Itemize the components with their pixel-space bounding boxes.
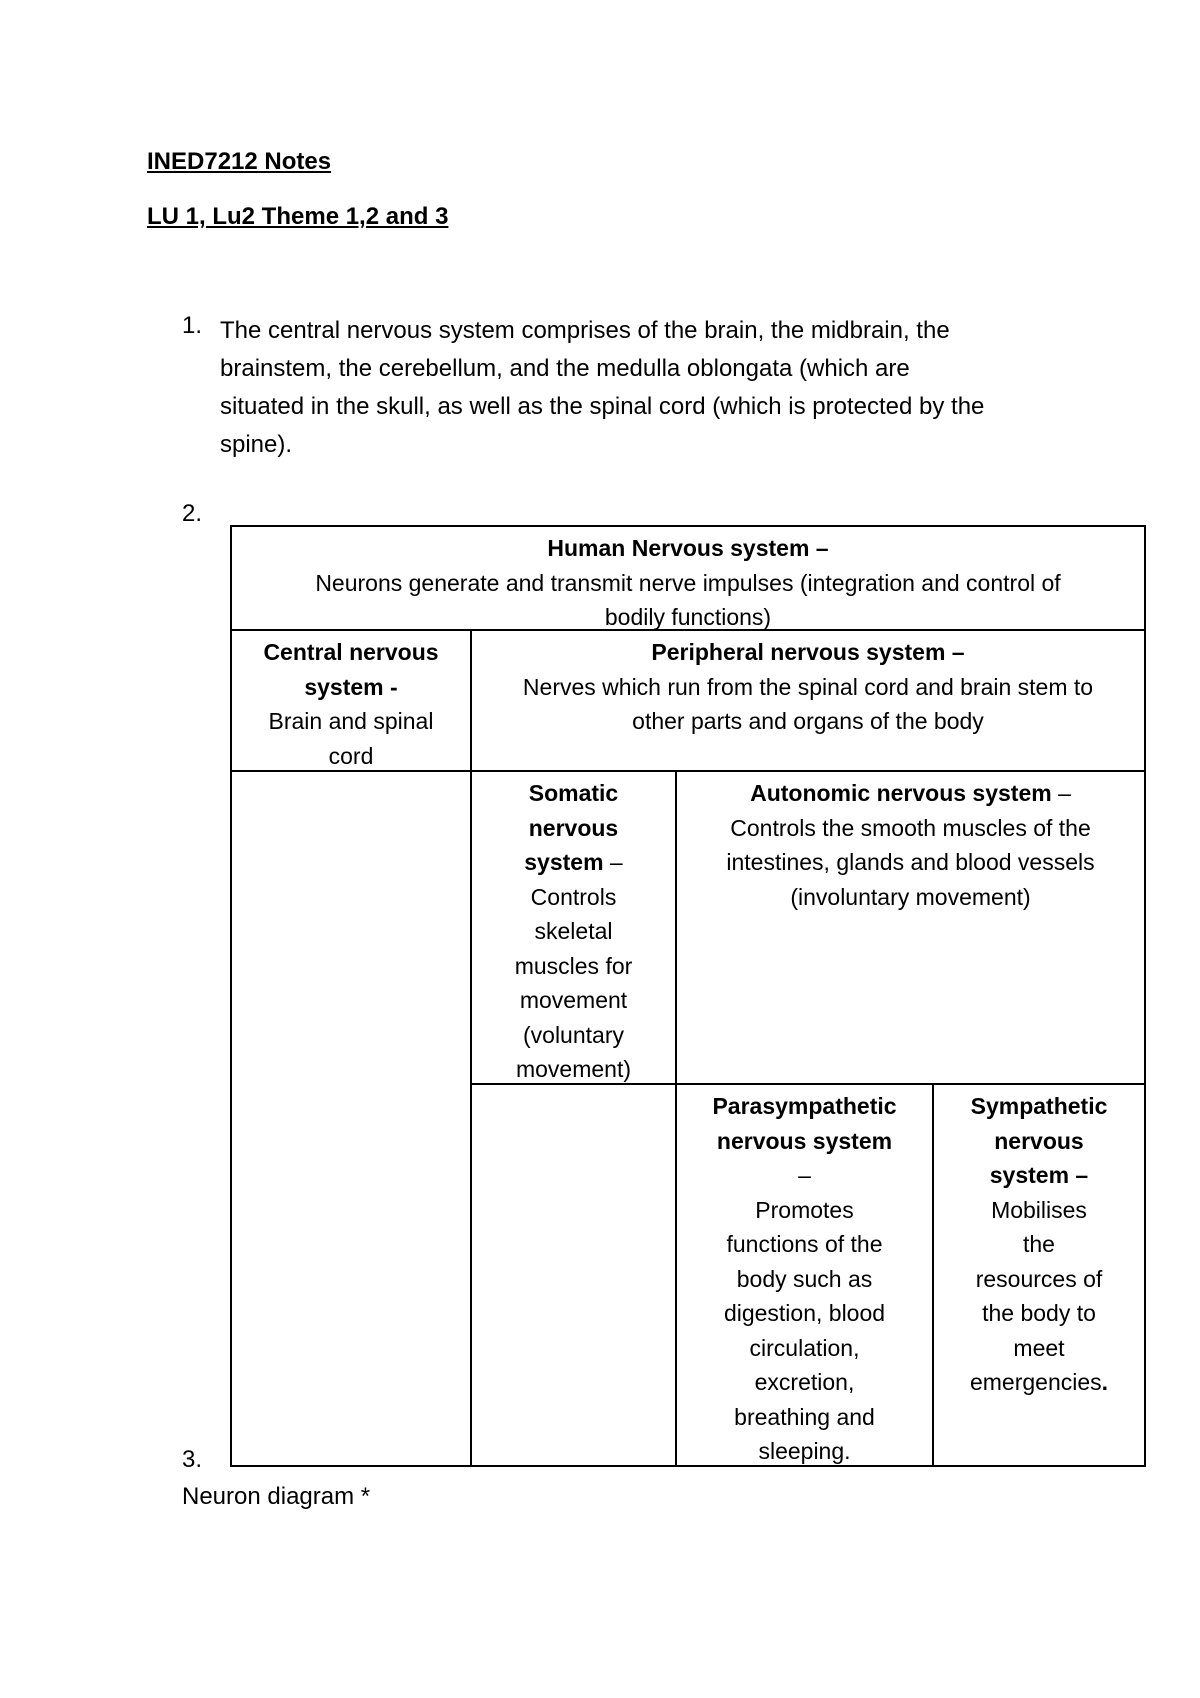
- list-number-2: 2.: [182, 500, 203, 527]
- cell-heading: Peripheral nervous system –: [651, 639, 965, 665]
- list-item-1-line: spine).: [220, 431, 293, 458]
- cell-text: Neurons generate and transmit nerve impulses (integration and control of: [315, 569, 1061, 596]
- cell-text: intestines, glands and blood vessels: [726, 849, 1095, 875]
- cell-text: sleeping.: [758, 1438, 851, 1464]
- cell-text: meet: [1013, 1334, 1065, 1361]
- list-item-1-text: [220, 312, 1100, 464]
- cell-text: digestion, blood: [723, 1300, 886, 1326]
- cell-dash: –: [1051, 780, 1071, 806]
- cell-text: emergencies: [969, 1369, 1102, 1395]
- cell-heading: system –: [989, 1162, 1089, 1188]
- page-title: INED7212 Notes: [147, 148, 332, 175]
- cell-text: other parts and organs of the body: [632, 708, 984, 734]
- cell-heading: system -: [304, 673, 398, 700]
- list-item-1-line: situated in the skull, as well as the spinal cord (which is protected by the: [220, 393, 985, 420]
- cell-heading: Sympathetic: [970, 1093, 1108, 1119]
- cell-text: (involuntary movement): [790, 883, 1031, 910]
- cell-text: cord: [328, 742, 374, 769]
- cell-heading: Somatic: [528, 780, 619, 806]
- cell-dash: –: [603, 849, 623, 875]
- cell-text: movement): [515, 1056, 632, 1082]
- list-item-1-line: The central nervous system comprises of the brain, the midbrain, the: [220, 317, 950, 344]
- cell-text: Brain and spinal: [268, 708, 434, 734]
- cell-heading: nervous: [994, 1127, 1084, 1154]
- cell-dash: –: [798, 1162, 811, 1188]
- cell-text: Mobilises: [991, 1196, 1087, 1223]
- list-number-3: 3.: [182, 1446, 203, 1473]
- cell-heading: nervous system: [716, 1127, 893, 1154]
- page-subtitle: LU 1, Lu2 Theme 1,2 and 3: [147, 203, 449, 230]
- cell-text: movement: [519, 987, 628, 1013]
- cell-text: the: [1023, 1231, 1055, 1257]
- cell-heading: Human Nervous system –: [547, 535, 829, 561]
- cell-text: circulation,: [749, 1334, 860, 1361]
- cell-heading: system: [524, 849, 604, 875]
- cell-text: resources of: [975, 1265, 1103, 1292]
- cell-text: the body to: [982, 1300, 1096, 1326]
- list-number-1: 1.: [182, 312, 203, 339]
- cell-peripheral-nervous-system: [472, 631, 1144, 770]
- cell-text: Controls: [530, 883, 617, 910]
- cell-heading: Central nervous: [263, 639, 439, 665]
- list-item-1-line: brainstem, the cerebellum, and the medulla oblongata (which are: [220, 355, 910, 382]
- neuron-diagram-label: Neuron diagram *: [182, 1483, 371, 1510]
- cell-autonomic-nervous-system: [677, 772, 1144, 1083]
- cell-text: excretion,: [754, 1369, 855, 1395]
- cell-parasympathetic-nervous-system: [677, 1085, 932, 1465]
- cell-empty: [472, 1085, 675, 1465]
- cell-heading: Autonomic nervous system: [750, 780, 1052, 806]
- cell-period: .: [1101, 1369, 1109, 1395]
- cell-text: skeletal: [534, 918, 613, 944]
- cell-text: body such as: [736, 1265, 873, 1292]
- cell-text: (voluntary: [523, 1021, 624, 1048]
- cell-heading: Parasympathetic: [712, 1093, 897, 1119]
- cell-text: breathing and: [734, 1403, 875, 1430]
- table-border-right: [1144, 525, 1146, 1467]
- cell-heading: nervous: [528, 814, 619, 841]
- cell-somatic-nervous-system: [472, 772, 675, 1083]
- cell-sympathetic-nervous-system: [934, 1085, 1144, 1465]
- nervous-system-table: [230, 525, 1146, 1467]
- cell-central-nervous-system: [232, 631, 470, 770]
- cell-text: Nerves which run from the spinal cord and brain stem to: [522, 673, 1094, 700]
- cell-text: Controls the smooth muscles of the: [730, 814, 1091, 841]
- cell-text: bodily functions): [604, 604, 772, 630]
- cell-human-nervous-system: [232, 527, 1144, 629]
- cell-text: muscles for: [514, 952, 633, 979]
- cell-empty: [232, 772, 470, 1465]
- cell-text: functions of the: [726, 1231, 883, 1257]
- cell-text: Promotes: [755, 1196, 854, 1223]
